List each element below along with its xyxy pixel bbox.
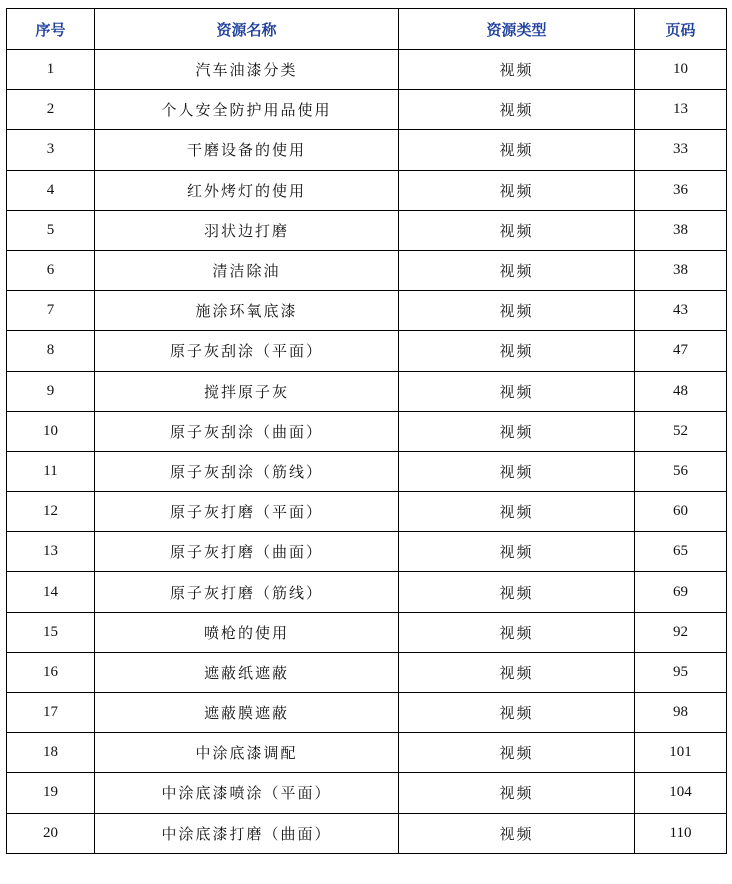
cell-index: 17 bbox=[7, 693, 95, 733]
cell-type: 视频 bbox=[399, 291, 635, 331]
cell-name: 喷枪的使用 bbox=[95, 612, 399, 652]
cell-type: 视频 bbox=[399, 652, 635, 692]
cell-page: 98 bbox=[635, 693, 727, 733]
table-row bbox=[7, 773, 727, 813]
cell-type: 视频 bbox=[399, 612, 635, 652]
cell-name: 原子灰刮涂（平面） bbox=[95, 331, 399, 371]
cell-name: 原子灰打磨（筋线） bbox=[95, 572, 399, 612]
cell-name: 中涂底漆调配 bbox=[95, 733, 399, 773]
table-row bbox=[7, 813, 727, 853]
table-row bbox=[7, 572, 727, 612]
table-row bbox=[7, 250, 727, 290]
table-row bbox=[7, 612, 727, 652]
table-header bbox=[7, 9, 727, 50]
cell-type: 视频 bbox=[399, 411, 635, 451]
cell-page: 13 bbox=[635, 90, 727, 130]
cell-name: 红外烤灯的使用 bbox=[95, 170, 399, 210]
cell-name: 汽车油漆分类 bbox=[95, 50, 399, 90]
cell-index: 14 bbox=[7, 572, 95, 612]
cell-page: 38 bbox=[635, 210, 727, 250]
cell-page: 69 bbox=[635, 572, 727, 612]
cell-type: 视频 bbox=[399, 50, 635, 90]
table-row bbox=[7, 733, 727, 773]
cell-page: 101 bbox=[635, 733, 727, 773]
cell-page: 43 bbox=[635, 291, 727, 331]
cell-type: 视频 bbox=[399, 492, 635, 532]
cell-page: 110 bbox=[635, 813, 727, 853]
cell-index: 16 bbox=[7, 652, 95, 692]
cell-page: 92 bbox=[635, 612, 727, 652]
cell-name: 原子灰打磨（曲面） bbox=[95, 532, 399, 572]
cell-index: 10 bbox=[7, 411, 95, 451]
cell-name: 施涂环氧底漆 bbox=[95, 291, 399, 331]
resource-table bbox=[6, 8, 727, 854]
cell-type: 视频 bbox=[399, 733, 635, 773]
table-row bbox=[7, 291, 727, 331]
cell-name: 原子灰刮涂（筋线） bbox=[95, 451, 399, 491]
table-row bbox=[7, 50, 727, 90]
cell-page: 60 bbox=[635, 492, 727, 532]
cell-page: 95 bbox=[635, 652, 727, 692]
header-name: 资源名称 bbox=[95, 9, 399, 50]
cell-page: 48 bbox=[635, 371, 727, 411]
cell-name: 原子灰刮涂（曲面） bbox=[95, 411, 399, 451]
cell-index: 13 bbox=[7, 532, 95, 572]
cell-page: 65 bbox=[635, 532, 727, 572]
cell-index: 15 bbox=[7, 612, 95, 652]
cell-index: 20 bbox=[7, 813, 95, 853]
cell-type: 视频 bbox=[399, 371, 635, 411]
cell-index: 7 bbox=[7, 291, 95, 331]
table-row bbox=[7, 652, 727, 692]
cell-name: 遮蔽纸遮蔽 bbox=[95, 652, 399, 692]
table-row bbox=[7, 331, 727, 371]
cell-name: 原子灰打磨（平面） bbox=[95, 492, 399, 532]
cell-index: 18 bbox=[7, 733, 95, 773]
cell-name: 清洁除油 bbox=[95, 250, 399, 290]
cell-index: 3 bbox=[7, 130, 95, 170]
table-row bbox=[7, 532, 727, 572]
table-row bbox=[7, 492, 727, 532]
cell-page: 56 bbox=[635, 451, 727, 491]
cell-page: 33 bbox=[635, 130, 727, 170]
cell-index: 19 bbox=[7, 773, 95, 813]
table-row bbox=[7, 210, 727, 250]
header-type: 资源类型 bbox=[399, 9, 635, 50]
cell-index: 8 bbox=[7, 331, 95, 371]
table-body bbox=[7, 50, 727, 854]
cell-name: 个人安全防护用品使用 bbox=[95, 90, 399, 130]
cell-index: 12 bbox=[7, 492, 95, 532]
header-page: 页码 bbox=[635, 9, 727, 50]
cell-index: 6 bbox=[7, 250, 95, 290]
cell-index: 11 bbox=[7, 451, 95, 491]
cell-type: 视频 bbox=[399, 130, 635, 170]
cell-index: 1 bbox=[7, 50, 95, 90]
cell-type: 视频 bbox=[399, 331, 635, 371]
cell-name: 干磨设备的使用 bbox=[95, 130, 399, 170]
cell-name: 搅拌原子灰 bbox=[95, 371, 399, 411]
table-row bbox=[7, 411, 727, 451]
cell-index: 4 bbox=[7, 170, 95, 210]
cell-type: 视频 bbox=[399, 250, 635, 290]
cell-type: 视频 bbox=[399, 170, 635, 210]
cell-page: 38 bbox=[635, 250, 727, 290]
cell-type: 视频 bbox=[399, 451, 635, 491]
cell-page: 10 bbox=[635, 50, 727, 90]
cell-name: 遮蔽膜遮蔽 bbox=[95, 693, 399, 733]
cell-type: 视频 bbox=[399, 90, 635, 130]
table-row bbox=[7, 130, 727, 170]
cell-type: 视频 bbox=[399, 532, 635, 572]
cell-type: 视频 bbox=[399, 813, 635, 853]
cell-index: 2 bbox=[7, 90, 95, 130]
cell-type: 视频 bbox=[399, 572, 635, 612]
cell-name: 羽状边打磨 bbox=[95, 210, 399, 250]
cell-index: 9 bbox=[7, 371, 95, 411]
cell-name: 中涂底漆喷涂（平面） bbox=[95, 773, 399, 813]
table-row bbox=[7, 90, 727, 130]
table-row bbox=[7, 371, 727, 411]
cell-type: 视频 bbox=[399, 693, 635, 733]
table-row bbox=[7, 693, 727, 733]
header-index: 序号 bbox=[7, 9, 95, 50]
table-row bbox=[7, 170, 727, 210]
cell-page: 104 bbox=[635, 773, 727, 813]
cell-name: 中涂底漆打磨（曲面） bbox=[95, 813, 399, 853]
cell-type: 视频 bbox=[399, 210, 635, 250]
cell-type: 视频 bbox=[399, 773, 635, 813]
cell-index: 5 bbox=[7, 210, 95, 250]
cell-page: 36 bbox=[635, 170, 727, 210]
cell-page: 52 bbox=[635, 411, 727, 451]
table-row bbox=[7, 451, 727, 491]
header-row bbox=[7, 9, 727, 50]
cell-page: 47 bbox=[635, 331, 727, 371]
